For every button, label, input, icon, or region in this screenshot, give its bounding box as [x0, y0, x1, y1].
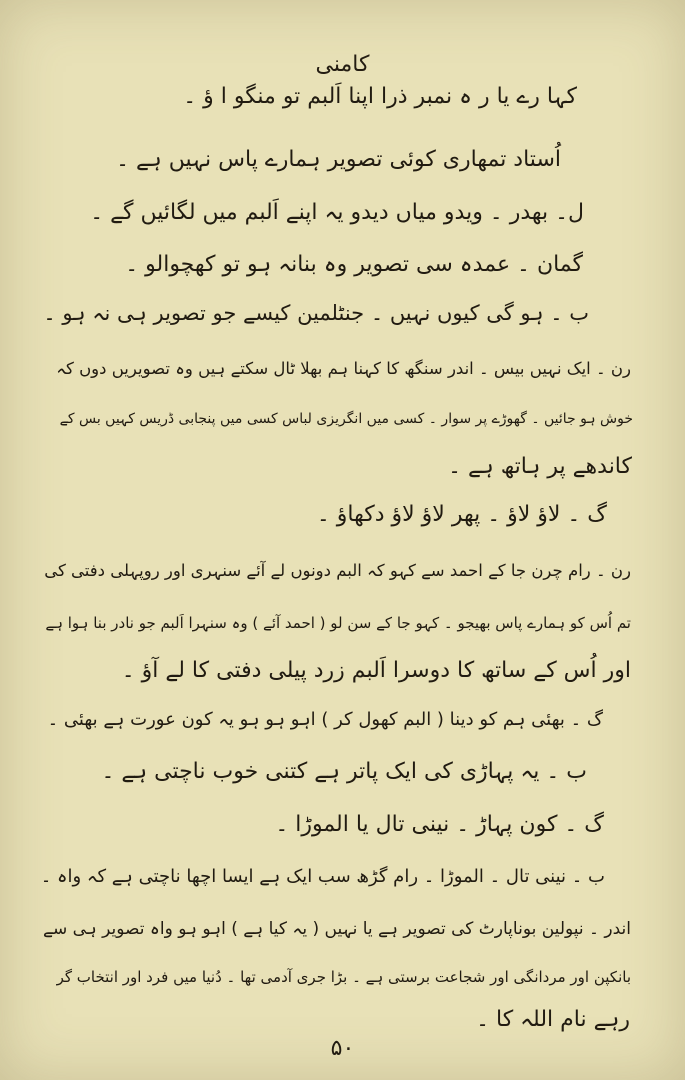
text-line-6: رن ۔ ایک نہیں بیس ۔ اندر سنگھ کا کہنا ہم بھلا ٹال سکتے ہیں وہ تصویریں دوں کہ: [56, 359, 631, 378]
text-line-7: خوش ہو جائیں ۔ گھوڑے پر سوار ۔ کسی میں انگریزی لباس کسی میں پنجابی ڈریس کہیں بس کے: [59, 411, 633, 427]
text-line-18: بانکپن اور مردانگی اور شجاعت برستی ہے ۔ بڑا جری آدمی تھا ۔ دُنیا میں فرد اور انتخاب گر: [56, 968, 631, 986]
text-line-13: گ ۔ بھئی ہم کو دینا ( البم کھول کر ) اہو ہو ہو یہ کون عورت ہے بھئی ۔: [47, 709, 603, 730]
text-line-10: رن ۔ رام چرن جا کے احمد سے کہو کہ البم دونوں لے آئے سنہری اور روپہلی دفتی کی: [44, 561, 631, 580]
text-line-3: ل۔ بھدر ۔ ویدو میاں دیدو یہ اپنے اَلبم میں لگائیں گے ۔: [90, 200, 584, 225]
text-line-15: گ ۔ کون پہاڑ ۔ نینی تال یا الموڑا ۔: [275, 812, 604, 837]
text-line-14: ب ۔ یہ پہاڑی کی ایک پاتر ہے کتنی خوب ناچتی ہے ۔: [101, 759, 587, 784]
page-number: ۵۰: [330, 1036, 355, 1061]
text-line-8: کاندھے پر ہاتھ ہے ۔: [448, 454, 632, 479]
text-line-12: اور اُس کے ساتھ کا دوسرا اَلبم زرد پیلی دفتی کا لے آؤ ۔: [121, 658, 631, 683]
page-title: کامنی: [315, 52, 370, 77]
text-line-2: اُستاد تمھاری کوئی تصویر ہمارے پاس نہیں ہے ۔: [116, 147, 561, 172]
text-line-11: تم اُس کو ہمارے پاس بھیجو ۔ کہو جا کے سن لو ( احمد آئے ) وہ سنہرا اَلبم جو نادر بنا ہوا ہے: [45, 614, 631, 632]
text-line-4: گمان ۔ عمدہ سی تصویر وہ بنانہ ہو تو کھچوالو ۔: [125, 252, 583, 277]
text-line-9: گ ۔ لاؤ لاؤ ۔ پھر لاؤ لاؤ دکھاؤ ۔: [316, 502, 607, 527]
text-line-19: رہے نام اللہ کا ۔: [476, 1007, 630, 1032]
text-line-1: کہا رے یا ر ہ نمبر ذرا اپنا اَلبم تو منگو ا ؤ ۔: [183, 84, 577, 109]
text-line-16: ب ۔ نینی تال ۔ الموڑا ۔ رام گڑھ سب ایک ہے ایسا اچھا ناچتی ہے کہ واہ ۔: [40, 866, 605, 887]
text-line-17: اندر ۔ نپولین بوناپارٹ کی تصویر ہے یا نہیں ( یہ کیا ہے ) اہو ہو واہ تصویر ہی سے: [43, 919, 631, 939]
text-line-5: ب ۔ ہو گی کیوں نہیں ۔ جنٹلمین کیسے جو تصویر ہی نہ ہو ۔: [43, 301, 589, 325]
